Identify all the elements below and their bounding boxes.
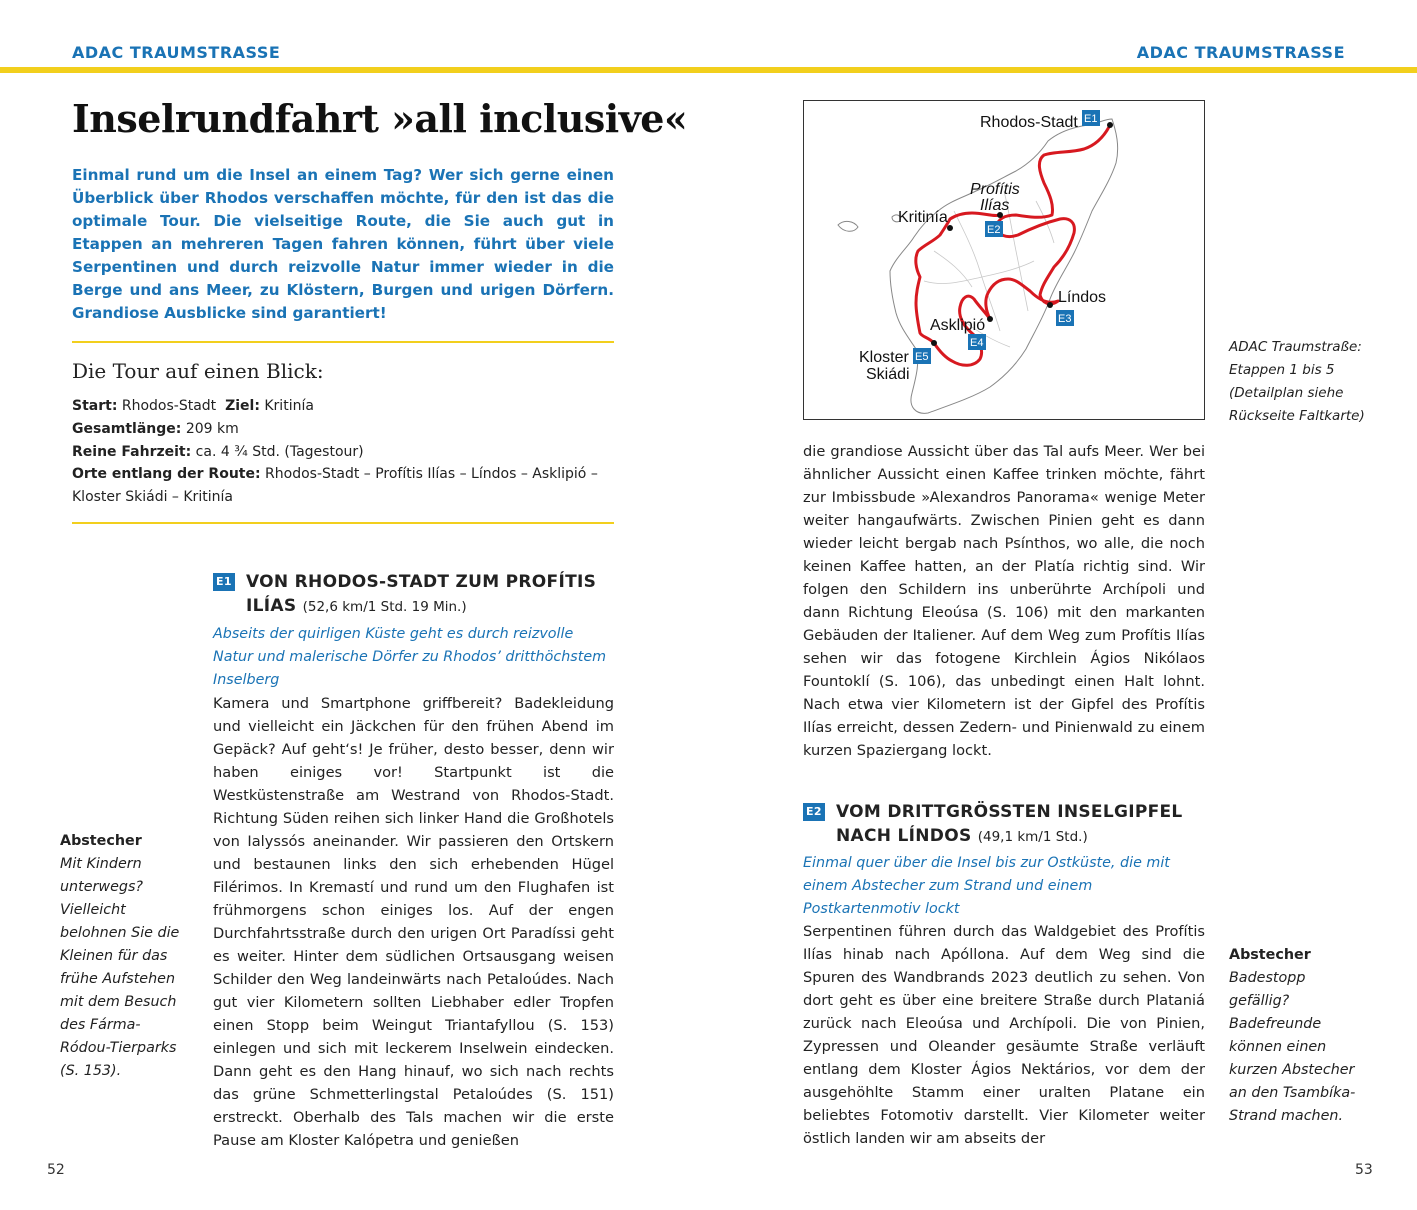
map-label-lindos: Líndos [1058, 289, 1107, 306]
map-caption: ADAC Traumstraße: Etappen 1 bis 5 (Detailplan siehe Rückseite Faltkarte) [1229, 339, 1365, 424]
ziel-label: Ziel: [225, 398, 260, 414]
map-label-profitis-2: Ilías [980, 197, 1010, 214]
map-label-asklipio: Asklipió [930, 317, 986, 334]
section-2-body: Serpentinen führen durch das Waldgebiet des Profítis Ilías hinab nach Apóllona. Auf dem Weg sind die Spuren des Wandbrands 2023 deutlich zu sehen. Von dort geht es über eine breitere Straße durch Plataniá zurück nach Eleoúsa und Archípoli. Die von Pinien, Zypressen und Oleander gesäumte Straße verläuft entlang dem Kloster Ágios Nektários, vor dem der ausgehöhlte Stamm einer uralten Platane ein beliebtes Fotomotiv darstellt. Vier Kilometer weiter östlich landen wir am abseits der [803, 923, 1205, 1147]
waypoint-asklipio [987, 316, 993, 322]
glance-title: Die Tour auf einen Blick: [72, 359, 324, 383]
waypoint-skiadi [931, 340, 937, 346]
map-badge-e1: E1 [1084, 113, 1098, 125]
places-label: Orte entlang der Route: [72, 466, 261, 483]
divider-top [72, 341, 614, 343]
header-rule [0, 67, 1417, 73]
ziel-value: Kritinía [264, 398, 314, 414]
section-1-body: Kamera und Smartphone griffbereit? Badekleidung und vielleicht ein Jäckchen für den frühen Abend im Gepäck? Auf geht‘s! Je früher, desto besser, denn wir haben einiges vor! Startpunkt ist die Westküstenstraße am Westrand von Rhodos-Stadt. Richtung Süden reihen sich linker Hand die Großhotels von Ialyssós aneinander. Wir passieren den Ortskern und bestaunen links den sich erhebenden Hügel Filérimos. In Kremastí und rund um den Flughafen ist frühmorgens schon einiges los. Auf der engen Durchfahrtsstraße durch den urigen Ort Paradíssi geht es weiter. Hinter dem südlichen Ortsausgang weisen Schilder den Weg landeinwärts nach Petaloúdes. Nach gut vier Kilometern sollten Liebhaber edler Tropfen einen Stopp beim Weingut Triantafyllou (S. 153) einlegen und sich mit leckerem Inselwein eindecken. Dann geht es den Hang hinauf, wo sich nach rechts das grüne Schmetterlingstal Petaloúdes (S. 151) erstreckt. Oberhalb des Tals machen wir die erste Pause am Kloster Kalópetra und genießen [213, 695, 614, 1149]
map-label-rhodos: Rhodos-Stadt [980, 114, 1078, 131]
sidenote-1-text: Mit Kindern unterwegs? Vielleicht belohnen Sie die Kleinen für das frühe Aufstehen mit dem Besuch des Fárma-Ródou-Tierparks (S. 153). [60, 856, 180, 1079]
route-map [803, 100, 1205, 420]
start-value: Rhodos-Stadt [121, 398, 217, 414]
sidenote-2-text: Badestopp gefällig? Badefreunde können einen kurzen Abstecher an den Tsambíka-Strand machen. [1229, 970, 1356, 1124]
tour-facts [72, 395, 614, 509]
stage-badge-e1: E1 [213, 573, 235, 591]
stage-badge-e2: E2 [803, 803, 825, 821]
section-1-title-line1: VON RHODOS-STADT ZUM PROFÍTIS [246, 572, 597, 592]
section-2-heading [806, 800, 1206, 849]
map-label-kritinia: Kritinía [898, 209, 948, 226]
divider-bottom [72, 522, 614, 524]
running-header-right: ADAC TRAUMSTRASSE [1136, 43, 1345, 62]
map-label-profitis-1: Profítis [970, 181, 1020, 198]
section-2-distance: (49,1 km/1 Std.) [977, 829, 1088, 845]
sidenote-1 [60, 830, 190, 1083]
map-badge-e4: E4 [970, 337, 984, 349]
section-2-title-line1: VOM DRITTGRÖSSTEN INSELGIPFEL [836, 802, 1183, 822]
time-label: Reine Fahrzeit: [72, 443, 192, 460]
start-label: Start: [72, 398, 118, 414]
page-number-left: 52 [47, 1162, 65, 1178]
section-2-subtitle: Einmal quer über die Insel bis zur Ostküste, die mit einem Abstecher zum Strand und einem Postkartenmotiv lockt [803, 855, 1170, 917]
sidenote-2-title: Abstecher [1229, 947, 1311, 963]
map-label-kloster: Kloster [859, 349, 909, 366]
section-1-heading [216, 570, 616, 619]
islet-west [838, 221, 858, 231]
island-outline [890, 119, 1118, 413]
section-1-subtitle: Abseits der quirligen Küste geht es durch reizvolle Natur und malerische Dörfer zu Rhodos’ dritthöchstem Inselberg [213, 626, 607, 688]
length-value: 209 km [185, 420, 239, 437]
map-badge-e5: E5 [915, 351, 929, 363]
sidenote-2 [1229, 944, 1359, 1128]
map-badge-e2: E2 [987, 224, 1001, 236]
map-label-skiadi: Skiádi [866, 366, 910, 383]
length-label: Gesamtlänge: [72, 420, 182, 437]
sidenote-1-title: Abstecher [60, 833, 142, 849]
places-value: Rhodos-Stadt – Profítis Ilías – Líndos – Asklipió – Kloster Skiádi – Kritinía [72, 466, 598, 506]
page-title: Inselrundfahrt »all inclusive« [72, 96, 688, 141]
section-1-title-line2: ILÍAS [246, 596, 297, 616]
lead-paragraph: Einmal rund um die Insel an einem Tag? Wer sich gerne einen Überblick über Rhodos verschaffen möchte, für den ist das die optimale Tour. Die vielseitige Route, die Sie auch gut in Etappen an mehreren Tagen fahren können, führt über viele Serpentinen und durch reizvolle Natur immer wieder in die Berge und ans Meer, zu Klöstern, Burgen und urigen Dörfern. Grandiose Ausblicke sind garantiert! [72, 166, 614, 322]
map-badge-e3: E3 [1058, 313, 1072, 325]
time-value: ca. 4 ¾ Std. (Tagestour) [195, 443, 364, 460]
page-number-right: 53 [1355, 1162, 1373, 1178]
waypoint-kritinia [947, 225, 953, 231]
waypoint-lindos [1047, 302, 1053, 308]
waypoint-rhodos [1107, 122, 1113, 128]
rhodes-map-svg [804, 101, 1204, 419]
running-header-left: ADAC TRAUMSTRASSE [72, 43, 281, 62]
section-1-distance: (52,6 km/1 Std. 19 Min.) [302, 599, 467, 615]
column-2-body: die grandiose Aussicht über das Tal aufs Meer. Wer bei ähnlicher Aussicht einen Kaffee trinken möchte, fährt zur Imbissbude »Alexandros Panorama« wenige Meter weiter hangaufwärts. Zwischen Pinien geht es dann wieder leicht bergab nach Psínthos, wo alle, die noch keinen Kaffee hatten, an der Platía richtig sind. Wir folgen den Schildern ins unberührte Archípoli und dann Richtung Eleoúsa (S. 106) mit den markanten Gebäuden der Italiener. Auf dem Weg zum Profítis Ilías sehen wir das fotogene Kirchlein Ágios Nikólaos Fountoklí (S. 106), das unbedingt einen Halt lohnt. Nach etwa vier Kilometern ist der Gipfel des Profítis Ilías erreicht, dessen Zedern- und Pinienwald zu einem kurzen Spaziergang lockt. [803, 443, 1205, 759]
section-2-title-line2: NACH LÍNDOS [836, 826, 972, 846]
